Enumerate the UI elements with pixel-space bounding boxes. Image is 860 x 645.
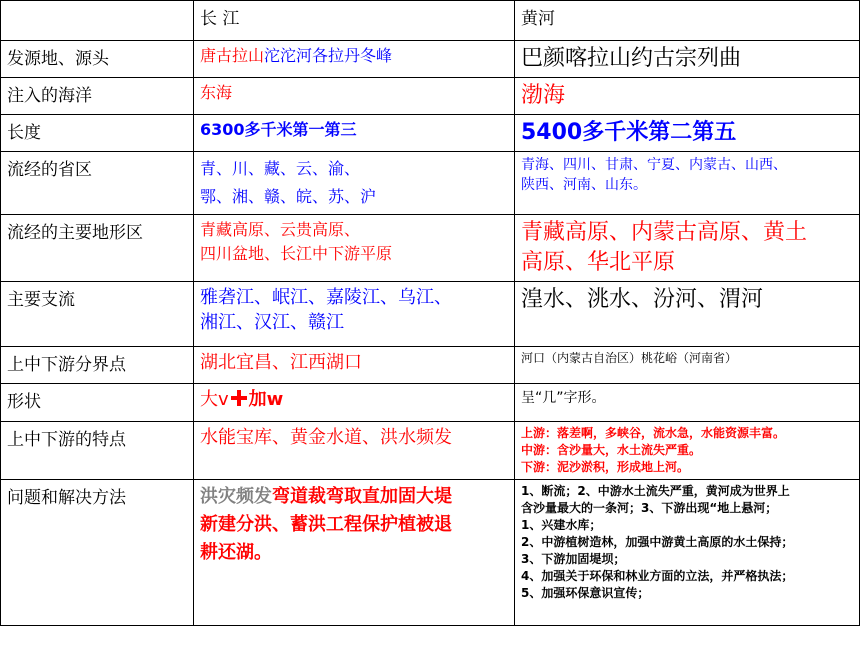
table-row-ocean xyxy=(1,78,860,115)
row-label-problems: 问题和解决方法 xyxy=(1,480,194,626)
row-label-ocean: 注入的海洋 xyxy=(1,78,194,115)
yellow-features: 上游：落差啊，多峡谷，流水急，水能资源丰富。 中游：含沙量大，水土流失严重。 下游：泥沙淤积，形成地上河。 xyxy=(515,422,860,480)
yangtze-problems: 洪灾频发弯道裁弯取直加固大堤 新建分洪、蓄洪工程保护植被退 耕还湖。 xyxy=(194,480,515,626)
yangtze-source: 唐古拉山沱沱河各拉丹冬峰 xyxy=(194,41,515,78)
yangtze-features: 水能宝库、黄金水道、洪水频发 xyxy=(194,422,515,480)
yangtze-tributaries: 雅砻江、岷江、嘉陵江、乌江、 湘江、汉江、赣江 xyxy=(194,282,515,347)
plus-icon xyxy=(231,390,247,406)
yellow-terrain: 青藏高原、内蒙古高原、黄土 高原、华北平原 xyxy=(515,215,860,282)
header-yellow: 黄河 xyxy=(515,1,860,41)
yellow-tributaries: 湟水、洮水、汾河、渭河 xyxy=(515,282,860,347)
yangtze-terrain: 青藏高原、云贵高原、 四川盆地、长江中下游平原 xyxy=(194,215,515,282)
table-row-shape xyxy=(1,384,860,422)
header-yangtze: 长 江 xyxy=(194,1,515,41)
yangtze-shape: 大v 加w xyxy=(194,384,515,422)
table-row-features xyxy=(1,422,860,480)
row-label-shape: 形状 xyxy=(1,384,194,422)
header-corner-cell xyxy=(1,1,194,41)
row-label-provinces: 流经的省区 xyxy=(1,152,194,215)
table-row-tributaries xyxy=(1,282,860,347)
row-label-features: 上中下游的特点 xyxy=(1,422,194,480)
yellow-division: 河口（内蒙古自治区）桃花峪（河南省） xyxy=(515,347,860,384)
row-label-terrain: 流经的主要地形区 xyxy=(1,215,194,282)
yellow-shape: 呈“几”字形。 xyxy=(515,384,860,422)
table-row-source xyxy=(1,41,860,78)
table-row-provinces xyxy=(1,152,860,215)
yangtze-provinces: 青、川、藏、云、渝、 鄂、湘、赣、皖、苏、沪 xyxy=(194,152,515,215)
yellow-problems: 1、断流；2、中游水土流失严重，黄河成为世界上 含沙量最大的一条河；3、下游出现“地上悬河； 1、兴建水库； 2、中游植树造林，加强中游黄土高原的水土保持； 3、下游加固堤坝； 4、加强关于环保和林业方面的立法，并严格执法； 5、加强环保意识宣传； xyxy=(515,480,860,626)
row-label-tributaries: 主要支流 xyxy=(1,282,194,347)
table-row-division xyxy=(1,347,860,384)
yangtze-division: 湖北宜昌、江西湖口 xyxy=(194,347,515,384)
yellow-ocean: 渤海 xyxy=(515,78,860,115)
row-label-division: 上中下游分界点 xyxy=(1,347,194,384)
yellow-source: 巴颜喀拉山约古宗列曲 xyxy=(515,41,860,78)
yangtze-length: 6300多千米第一第三 xyxy=(194,115,515,152)
yellow-provinces: 青海、四川、甘肃、宁夏、内蒙古、山西、 陕西、河南、山东。 xyxy=(515,152,860,215)
table-row-terrain xyxy=(1,215,860,282)
yangtze-ocean: 东海 xyxy=(194,78,515,115)
yellow-length: 5400多千米第二第五 xyxy=(515,115,860,152)
table-row-problems xyxy=(1,480,860,626)
row-label-length: 长度 xyxy=(1,115,194,152)
row-label-source: 发源地、源头 xyxy=(1,41,194,78)
header-row xyxy=(1,1,860,41)
table-row-length xyxy=(1,115,860,152)
